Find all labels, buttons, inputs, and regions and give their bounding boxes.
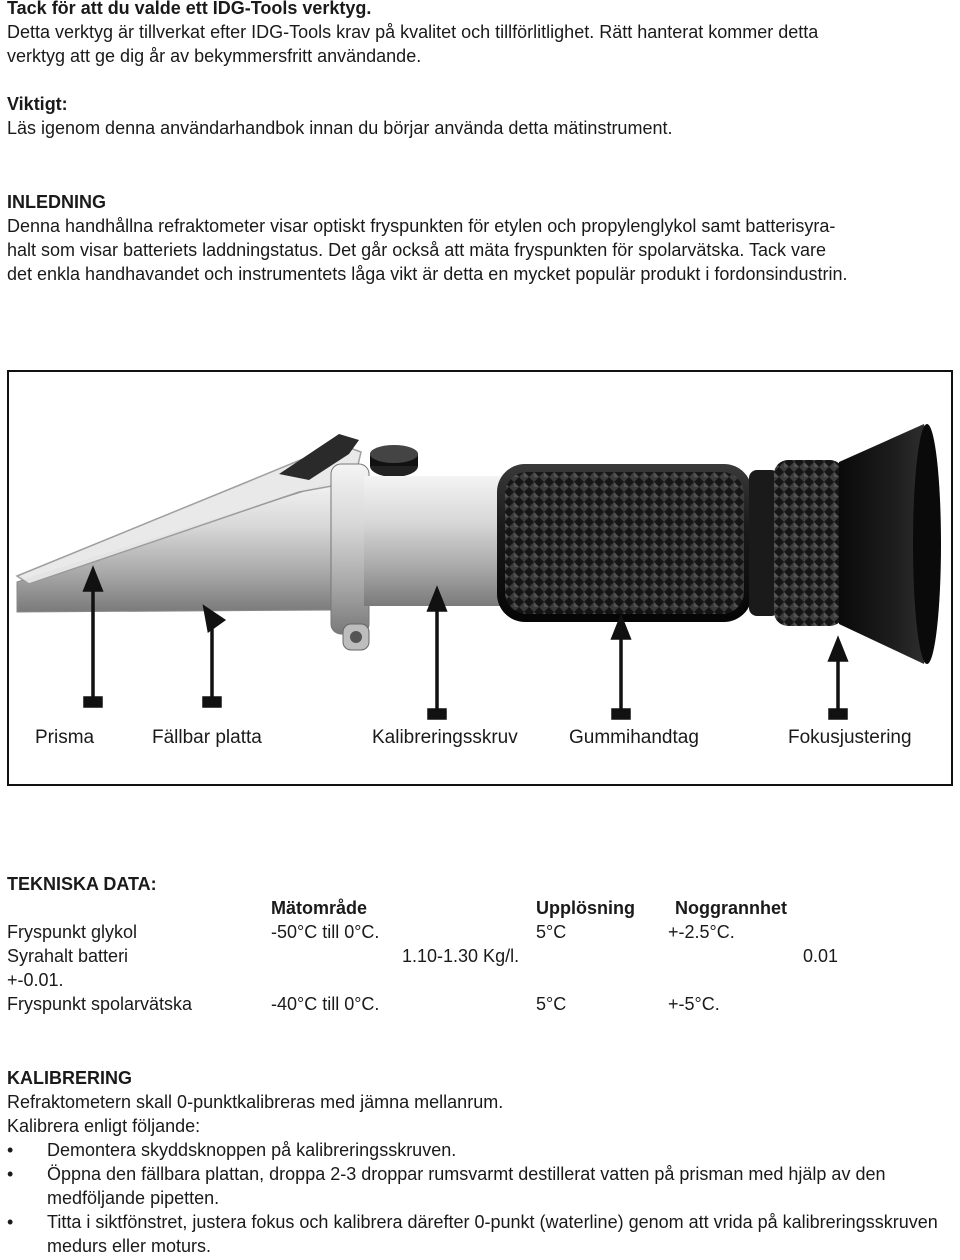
tech-row-3-label: Fryspunkt spolarvätska (7, 994, 193, 1014)
tech-row-2-resolution: 0.01 (803, 946, 839, 966)
tech-row-3-range: -40°C till 0°C. (271, 994, 380, 1014)
tech-row-2-range: 1.10-1.30 Kg/l. (402, 946, 520, 966)
tech-row-2-accuracy: +-0.01. (7, 970, 64, 990)
thanks-heading: Tack för att du valde ett IDG-Tools verktyg. (7, 0, 372, 18)
bullet-marker-2: • (7, 1164, 14, 1184)
bullet-text-1: Demontera skyddsknoppen på kalibreringsskruven. (47, 1140, 457, 1160)
label-fokusjustering: Fokusjustering (788, 727, 912, 748)
tech-heading: TEKNISKA DATA: (7, 874, 157, 894)
label-fallbar-platta: Fällbar platta (152, 727, 262, 748)
label-prisma: Prisma (35, 727, 95, 748)
tech-row-1-range: -50°C till 0°C. (271, 922, 380, 942)
tech-row-2-label: Syrahalt batteri (7, 946, 129, 966)
tech-header-resolution: Upplösning (536, 898, 635, 918)
important-label: Viktigt: (7, 94, 68, 114)
bullet-text-3: Titta i siktfönstret, justera fokus och kalibrera därefter 0-punkt (waterline) genom att vrida på kalibreringsskruven medurs eller moturs. (47, 1212, 938, 1256)
important-text: Läs igenom denna användarhandbok innan du börjar använda detta mätinstrument. (7, 118, 673, 138)
bullet-text-2: Öppna den fällbara plattan, droppa 2-3 droppar rumsvarmt destillerat vatten på prisman med hjälp av den medföljande pipetten. (47, 1164, 886, 1208)
inledning-line-1: Denna handhållna refraktometer visar optiskt fryspunkten för etylen och propylenglykol samt batterisyra- (7, 216, 836, 236)
inledning-heading: INLEDNING (7, 192, 106, 212)
intro-line-1: Detta verktyg är tillverkat efter IDG-Tools krav på kvalitet och tillförlitlighet. Rätt hanterat kommer detta (7, 22, 819, 42)
inledning-line-2: halt som visar batteriets laddningstatus. Det går också att mäta fryspunkten för spolarvätska. Tack vare (7, 240, 827, 260)
tech-row-3-accuracy: +-5°C. (668, 994, 720, 1014)
tech-header-range: Mätområde (271, 898, 368, 918)
bullet-marker-1: • (7, 1140, 14, 1160)
label-kalibreringsskruv: Kalibreringsskruv (372, 727, 518, 748)
bullet-marker-3: • (7, 1212, 14, 1232)
tech-row-1-resolution: 5°C (536, 922, 567, 942)
inledning-line-3: det enkla handhavandet och instrumentets låga vikt är detta en mycket populär produkt i fordonsindustrin. (7, 264, 848, 284)
intro-line-2: verktyg att ge dig år av bekymmersfritt användande. (7, 46, 422, 66)
tech-row-3-resolution: 5°C (536, 994, 567, 1014)
label-gummihandtag: Gummihandtag (569, 727, 699, 748)
refractometer-figure (7, 370, 953, 786)
kalibrering-heading: KALIBRERING (7, 1068, 132, 1088)
refractometer-illustration (9, 372, 951, 784)
tech-header-accuracy: Noggrannhet (675, 898, 787, 918)
tech-row-1-accuracy: +-2.5°C. (668, 922, 735, 942)
kalibrering-line-2: Kalibrera enligt följande: (7, 1116, 201, 1136)
kalibrering-line-1: Refraktometern skall 0-punktkalibreras med jämna mellanrum. (7, 1092, 504, 1112)
tech-row-1-label: Fryspunkt glykol (7, 922, 138, 942)
